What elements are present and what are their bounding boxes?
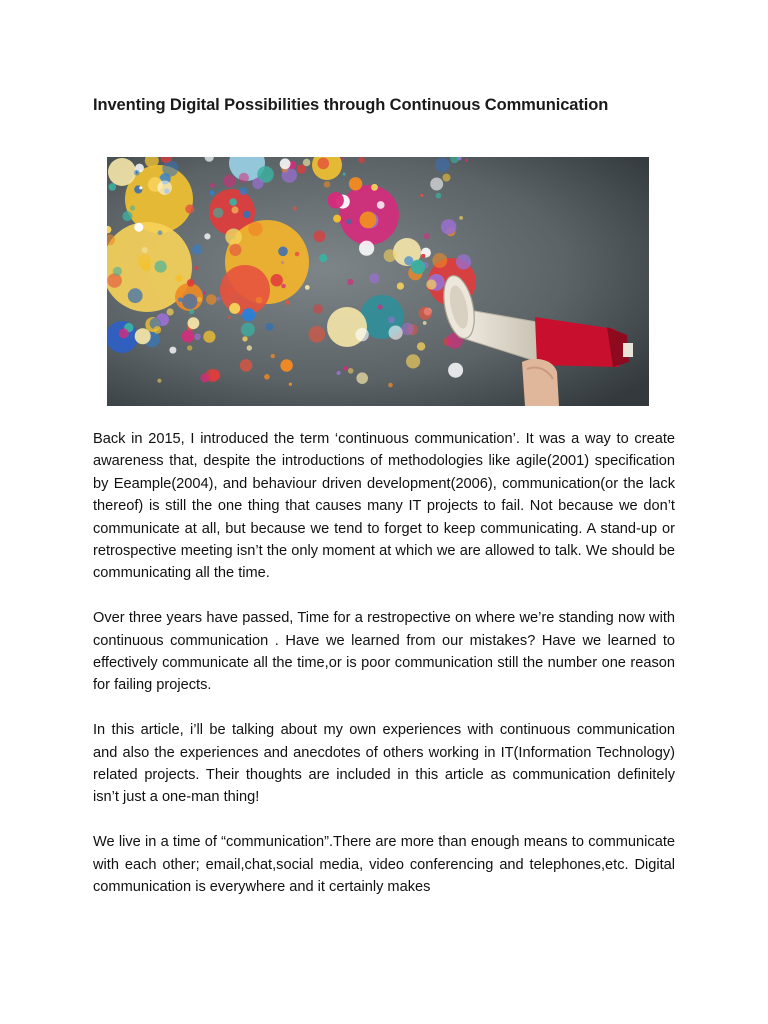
confetti-dot [128, 288, 143, 303]
confetti-dot [187, 345, 192, 350]
confetti-dot [142, 247, 148, 253]
confetti-dot [314, 231, 326, 243]
confetti-dot [217, 297, 221, 301]
confetti-dot [153, 326, 161, 334]
confetti-dot [248, 222, 262, 236]
confetti-dot [122, 211, 132, 221]
confetti-dot [158, 230, 163, 235]
confetti-dot [421, 254, 425, 258]
confetti-dot [441, 219, 456, 234]
confetti-dot [157, 379, 161, 383]
confetti-dot [359, 241, 374, 256]
confetti-dot [188, 317, 200, 329]
confetti-dot [406, 354, 420, 368]
confetti-dot [343, 173, 346, 176]
paragraph-2: Over three years have passed, Time for a restropective on where we’re standing now with continuous communication . Have we learned from our mistakes? Have we learned to effectively communicate all the time,or is poor communication still the number one reason for failing projects. [93, 610, 675, 694]
confetti-dot [256, 297, 263, 304]
confetti-dot [435, 158, 450, 173]
confetti-dot [401, 323, 414, 336]
confetti-dot [182, 294, 197, 309]
confetti-dot [271, 274, 283, 286]
confetti-dot [285, 300, 290, 305]
confetti-dot [239, 173, 249, 183]
confetti-dot [459, 216, 463, 220]
confetti-dot [328, 192, 344, 208]
confetti-dot [295, 252, 300, 257]
paragraph-3: In this article, i’ll be talking about my own experiences with continuous communication and also the experiences and anecdotes of others working in IT(Information Technology) related projects. Their thoughts are included in this article as communication definitely isn’t just a one-man thing! [93, 722, 675, 806]
confetti-dot [239, 187, 247, 195]
confetti-dot [341, 157, 344, 160]
confetti-dot [113, 267, 122, 276]
confetti-dot [266, 323, 274, 331]
confetti-dot [182, 330, 195, 343]
confetti-dot [194, 266, 198, 270]
confetti-dot [271, 354, 275, 358]
paragraph-1: Back in 2015, I introduced the term ‘continuous communication’. It was a way to create awareness that, despite the introductions of methodologies like agile(2001) specification by Eeample(2004), and behaviour driven development(2006), communication(or the lack thereof) is still the one thing that causes many IT projects to fail. Not because we don’t communicate at all, but because we tend to forget to keep communicating. A stand-up or retrospective meeting isn’t the only moment at which we are allowed to talk. We should be communicating all the time. [93, 431, 675, 582]
confetti-dot [358, 157, 364, 163]
confetti-dot [135, 328, 151, 344]
confetti-dot [344, 366, 348, 370]
confetti-dot [192, 244, 202, 254]
confetti-dot [346, 219, 351, 224]
confetti-dot [436, 193, 442, 199]
confetti-dot [167, 308, 174, 315]
confetti-dot [242, 308, 255, 321]
confetti-dot [411, 260, 425, 274]
confetti-dot [324, 181, 331, 188]
confetti-dot [109, 183, 117, 191]
confetti-dot [223, 175, 236, 188]
confetti-dot [229, 244, 241, 256]
confetti-dot [278, 247, 288, 257]
confetti-dot [448, 363, 463, 378]
confetti-dot [210, 190, 215, 195]
confetti-dot [189, 309, 194, 314]
confetti-dot [377, 201, 385, 209]
confetti-dot [155, 261, 167, 273]
confetti-dot [384, 249, 397, 262]
confetti-dot [297, 164, 306, 173]
confetti-dot [240, 359, 253, 372]
confetti-dot [107, 273, 122, 288]
confetti-dot [289, 383, 292, 386]
confetti-dot [137, 255, 151, 269]
confetti-dot [225, 229, 242, 246]
confetti-dot [423, 321, 427, 325]
confetti-dot [204, 233, 210, 239]
confetti-dot [417, 342, 425, 350]
confetti-dot [203, 331, 215, 343]
confetti-dot [185, 205, 194, 214]
confetti-dot [360, 212, 377, 229]
confetti-dot [305, 285, 310, 290]
confetti-dot [194, 333, 201, 340]
confetti-dot [388, 383, 393, 388]
confetti-dot [206, 294, 217, 305]
confetti-dot [281, 261, 284, 264]
confetti-dot [420, 194, 423, 197]
confetti-dot [424, 233, 430, 239]
confetti-dot [108, 158, 136, 186]
confetti-dot [119, 328, 129, 338]
confetti-dot [158, 181, 172, 195]
confetti-dot [242, 336, 247, 341]
confetti-dot [349, 177, 362, 190]
confetti-dot [337, 371, 341, 375]
confetti-dot [355, 328, 368, 341]
megaphone-illustration [107, 157, 649, 406]
confetti-dot [430, 178, 443, 191]
article-body [93, 428, 675, 898]
confetti-dot [231, 206, 238, 213]
confetti-dot [243, 211, 250, 218]
confetti-dot [419, 307, 432, 320]
confetti-dot [280, 359, 292, 371]
confetti-dot [229, 198, 237, 206]
confetti-dot [227, 287, 235, 295]
hero-image [107, 157, 649, 406]
confetti-dot [319, 254, 327, 262]
confetti-dot [210, 183, 215, 188]
confetti-dot [309, 326, 326, 343]
confetti-dot [175, 275, 182, 282]
confetti-dot [318, 158, 330, 170]
confetti-dot [443, 174, 451, 182]
confetti-dot [197, 297, 202, 302]
confetti-dot [426, 279, 436, 289]
confetti-dot [313, 304, 323, 314]
confetti-dot [252, 178, 263, 189]
confetti-dot [293, 206, 297, 210]
confetti-dot [264, 374, 270, 380]
confetti-dot [187, 279, 195, 287]
confetti-dot [432, 253, 447, 268]
confetti-dot [333, 215, 341, 223]
confetti-dot [134, 223, 143, 232]
confetti-dot [229, 303, 240, 314]
confetti-dot [456, 254, 471, 269]
confetti-dot [389, 326, 403, 340]
confetti-dot [378, 305, 383, 310]
confetti-dot [369, 273, 379, 283]
confetti-dot [280, 158, 291, 169]
confetti-dot [169, 347, 176, 354]
confetti-dot [465, 159, 468, 162]
confetti-dot [241, 323, 255, 337]
confetti-dot [356, 372, 368, 384]
confetti-dot [348, 368, 354, 374]
confetti-dot [178, 297, 183, 302]
document-title: Inventing Digital Possibilities through Continuous Communication [93, 96, 609, 114]
confetti-dot [134, 170, 140, 176]
confetti-dot [388, 316, 395, 323]
confetti-dot [397, 283, 404, 290]
confetti-dot [130, 205, 135, 210]
confetti-dot [213, 208, 223, 218]
confetti-dot [203, 291, 206, 294]
confetti-dot [139, 186, 142, 189]
paragraph-4: We live in a time of “communication”.There are more than enough means to communicate with each other; email,chat,social media, video conferencing and telephones,etc. Digital communication is everywhere and it certainly makes [93, 834, 675, 896]
confetti-dot [228, 316, 231, 319]
confetti-dot [281, 284, 286, 289]
confetti-dot [247, 345, 252, 350]
confetti-dot [200, 373, 209, 382]
confetti-dot [347, 279, 353, 285]
confetti-dot [371, 184, 378, 191]
